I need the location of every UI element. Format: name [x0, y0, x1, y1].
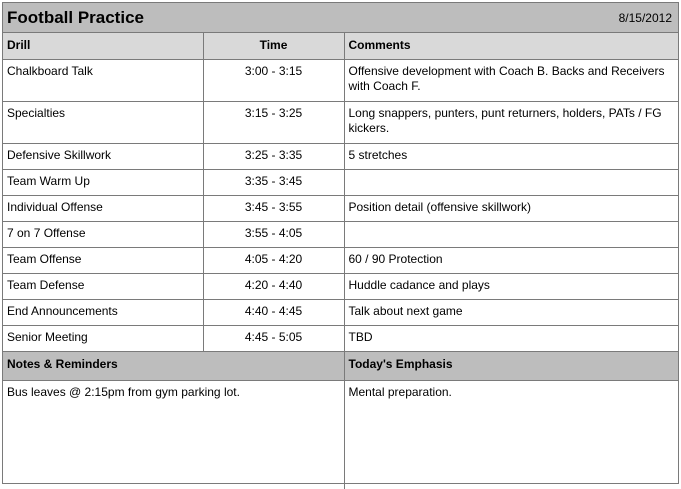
comments-cell: Offensive development with Coach B. Backs and Receivers with Coach F.	[344, 59, 678, 101]
time-cell: 3:55 - 4:05	[203, 221, 344, 247]
notes-header-row	[3, 352, 678, 381]
comments-cell: 5 stretches	[344, 143, 678, 169]
time-cell: 3:15 - 3:25	[203, 101, 344, 143]
time-cell: 3:00 - 3:15	[203, 59, 344, 101]
drill-cell: End Announcements	[3, 299, 203, 325]
table-row	[3, 325, 678, 351]
table-row	[3, 169, 678, 195]
table-row	[3, 247, 678, 273]
table-row	[3, 59, 678, 101]
schedule-table	[3, 33, 678, 352]
drill-cell: Individual Offense	[3, 195, 203, 221]
column-header-comments: Comments	[344, 33, 678, 59]
drill-cell: Chalkboard Talk	[3, 59, 203, 101]
notes-reminders-text: Bus leaves @ 2:15pm from gym parking lot.	[3, 381, 344, 489]
table-row	[3, 195, 678, 221]
table-row	[3, 143, 678, 169]
drill-cell: Defensive Skillwork	[3, 143, 203, 169]
time-cell: 3:25 - 3:35	[203, 143, 344, 169]
time-cell: 3:35 - 3:45	[203, 169, 344, 195]
page-title: Football Practice	[7, 7, 144, 27]
table-row	[3, 273, 678, 299]
drill-cell: Team Defense	[3, 273, 203, 299]
time-cell: 4:05 - 4:20	[203, 247, 344, 273]
drill-cell: Team Offense	[3, 247, 203, 273]
time-cell: 4:45 - 5:05	[203, 325, 344, 351]
column-header-time: Time	[203, 33, 344, 59]
time-cell: 3:45 - 3:55	[203, 195, 344, 221]
comments-cell	[344, 169, 678, 195]
notes-reminders-heading: Notes & Reminders	[3, 352, 344, 381]
notes-table	[3, 352, 678, 489]
comments-cell: Huddle cadance and plays	[344, 273, 678, 299]
drill-cell: 7 on 7 Offense	[3, 221, 203, 247]
todays-emphasis-heading: Today's Emphasis	[344, 352, 678, 381]
drill-cell: Team Warm Up	[3, 169, 203, 195]
time-cell: 4:20 - 4:40	[203, 273, 344, 299]
table-row	[3, 299, 678, 325]
comments-cell: 60 / 90 Protection	[344, 247, 678, 273]
comments-cell: TBD	[344, 325, 678, 351]
practice-date: 8/15/2012	[618, 10, 672, 25]
comments-cell: Long snappers, punters, punt returners, holders, PATs / FG kickers.	[344, 101, 678, 143]
notes-body-row	[3, 381, 678, 489]
comments-cell: Position detail (offensive skillwork)	[344, 195, 678, 221]
title-bar	[3, 3, 678, 33]
column-header-drill: Drill	[3, 33, 203, 59]
todays-emphasis-text: Mental preparation.	[344, 381, 678, 489]
time-cell: 4:40 - 4:45	[203, 299, 344, 325]
practice-sheet	[2, 2, 679, 484]
table-row	[3, 101, 678, 143]
drill-cell: Senior Meeting	[3, 325, 203, 351]
table-header-row	[3, 33, 678, 59]
comments-cell	[344, 221, 678, 247]
comments-cell: Talk about next game	[344, 299, 678, 325]
table-row	[3, 221, 678, 247]
drill-cell: Specialties	[3, 101, 203, 143]
